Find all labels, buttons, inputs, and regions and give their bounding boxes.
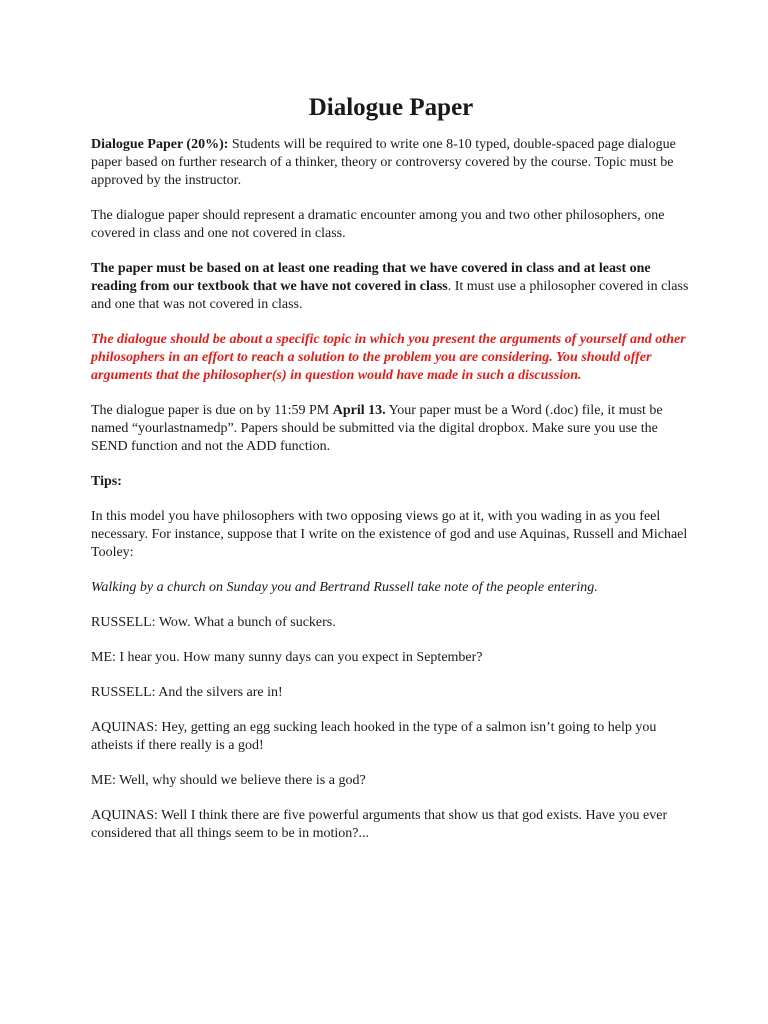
dialogue-line: AQUINAS: Well I think there are five powerful arguments that show us that god exists. Have you ever considered that all things seem to be in motion?... (91, 808, 668, 841)
reading-bold-text: The paper must be based on at least one reading that we have covered in class and at least one reading from our textbook that we have not covered in class (91, 261, 651, 294)
intro-text: Students will be required to write one 8-10 typed, double-spaced page dialogue paper based on further research of a thinker, theory or controversy covered by the course. Topic must be approved by the instructor. (91, 137, 676, 188)
reading-paragraph (91, 260, 691, 314)
encounter-paragraph: The dialogue paper should represent a dramatic encounter among you and two other philosophers, one covered in class and one not covered in class. (91, 208, 665, 241)
tips-intro-paragraph: In this model you have philosophers with two opposing views go at it, with you wading in as you feel necessary. For instance, suppose that I write on the existence of god and use Aquinas, Russell and Michael Tooley: (91, 509, 688, 560)
due-paragraph (91, 402, 691, 456)
dialogue-line: AQUINAS: Hey, getting an egg sucking leach hooked in the type of a salmon isn’t going to help you atheists if there really is a god! (91, 720, 657, 753)
dialogue-line: ME: Well, why should we believe there is a god? (91, 773, 366, 788)
reading-text: . It must use a philosopher covered in class and one that was not covered in class. (91, 279, 689, 312)
dialogue-line: RUSSELL: Wow. What a bunch of suckers. (91, 615, 336, 630)
dialogue-line: RUSSELL: And the silvers are in! (91, 685, 283, 700)
document-page (91, 92, 691, 860)
tips-heading: Tips: (91, 474, 122, 489)
intro-bold-lead: Dialogue Paper (20%): (91, 137, 229, 152)
page-title: Dialogue Paper (308, 94, 474, 121)
due-text-before: The dialogue paper is due on by 11:59 PM (91, 403, 333, 418)
due-date: April 13. (332, 403, 386, 418)
red-instruction-paragraph: The dialogue should be about a specific topic in which you present the arguments of yourself and other philosophers in an effort to reach a solution to the problem you are considering. You should offer arguments that the philosopher(s) in question would have made in such a discussion. (91, 332, 686, 383)
stage-direction: Walking by a church on Sunday you and Bertrand Russell take note of the people entering. (91, 580, 598, 595)
intro-paragraph (91, 136, 691, 190)
due-text-after: Your paper must be a Word (.doc) file, it must be named “yourlastnamedp”. Papers should be submitted via the digital dropbox. Make sure you use the SEND function and not the ADD function. (91, 403, 663, 454)
dialogue-line: ME: I hear you. How many sunny days can you expect in September? (91, 650, 483, 665)
